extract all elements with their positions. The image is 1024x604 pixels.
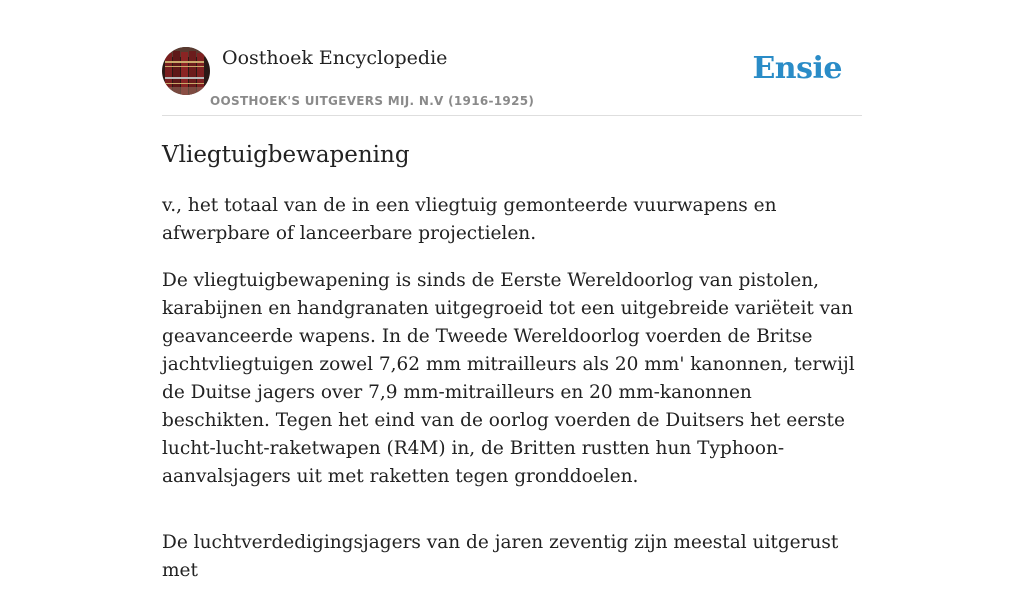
encyclopedia-books-icon[interactable] [162,47,210,95]
article-paragraph: v., het totaal van de in een vliegtuig gemonteerde vuurwapens en afwerpbare of lanceerbare projectielen. [162,195,777,244]
article-body [162,192,862,604]
article-paragraph: De vliegtuigbewapening is sinds de Eerste Wereldoorlog van pistolen, karabijnen en handgranaten uitgegroeid tot een uitgebreide variëteit van geavanceerde wapens. In de Tweede Wereldoorlog voerden de Britse jachtvliegtuigen zowel 7,62 mm mitrailleurs als 20 mm' kanonnen, terwijl de Duitse jagers over 7,9 mm-mitrailleurs en 20 mm-kanonnen beschikten. Tegen het eind van de oorlog voerden de Duitsers het eerste lucht-lucht-raketwapen (R4M) in, de Britten rustten hun Typhoon-aanvalsjagers uit met raketten tegen gronddoelen. [162,270,855,487]
article-title: Vliegtuigbewapening [162,142,410,168]
article-paragraph: De luchtverdedigingsjagers van de jaren zeventig zijn meestal uitgerust met [162,532,839,581]
source-title[interactable]: Oosthoek Encyclopedie [222,47,448,69]
source-subtitle: OOSTHOEK'S UITGEVERS MIJ. N.V (1916-1925) [210,94,535,108]
source-header [162,0,862,116]
ensie-logo[interactable]: Ensie [752,51,842,86]
page [162,0,862,581]
